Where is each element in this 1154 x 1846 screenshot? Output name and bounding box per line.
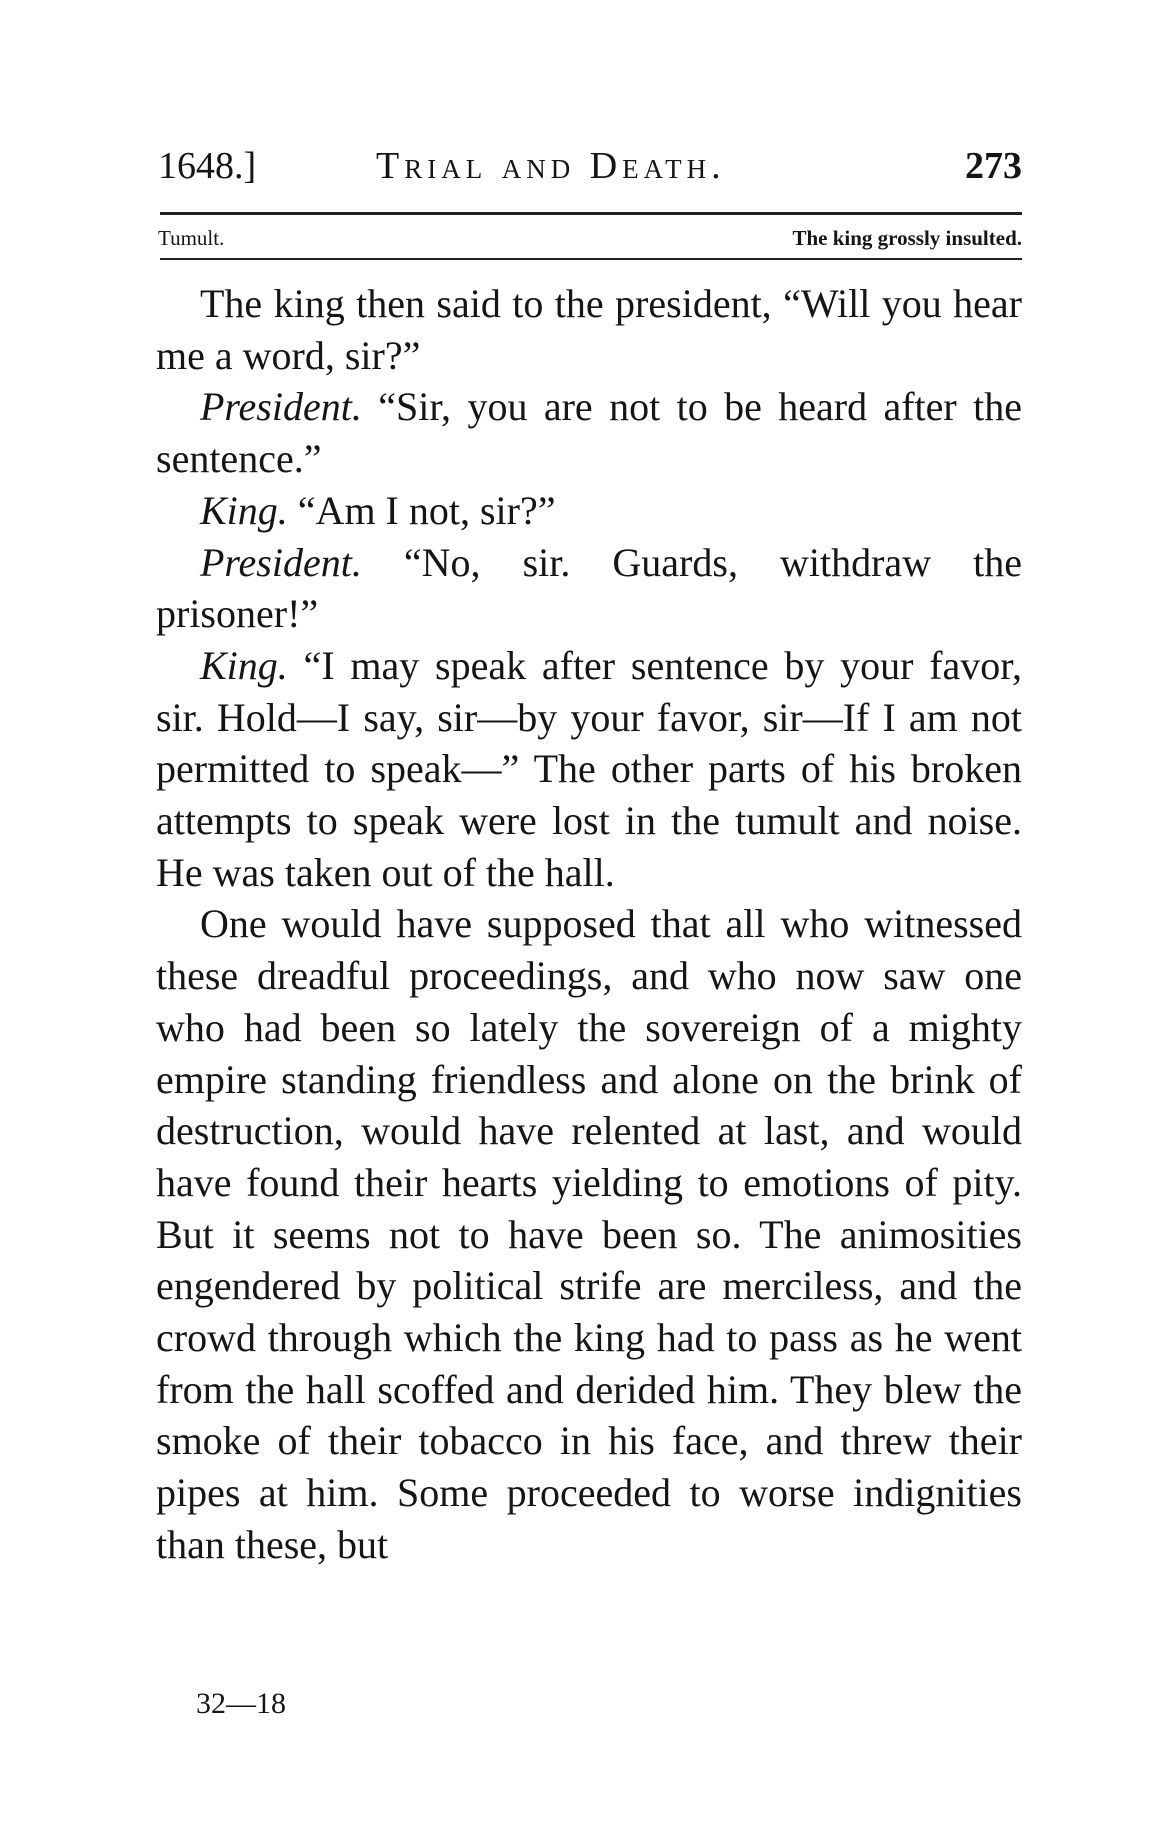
- paragraph-text: “Sir, you are not to be heard after the sentence.”: [156, 384, 1022, 482]
- speaker-label: King.: [200, 487, 288, 533]
- signature-mark: 32—18: [196, 1687, 286, 1720]
- sidenote-left: Tumult.: [158, 226, 225, 250]
- paragraph-text: The king then said to the president, “Will you hear me a word, sir?”: [156, 281, 1022, 378]
- running-head: [158, 138, 1022, 194]
- header-rule: [160, 212, 1022, 215]
- sidenotes: [158, 220, 1022, 256]
- speaker-label: King.: [200, 642, 288, 688]
- sidenote-rule: [160, 258, 1022, 260]
- paragraph-text: One would have supposed that all who witnessed these dreadful proceedings, and who now saw one who had been so lately the sovereign of a mighty empire standing friendless and alone on the brink of destruction, would have relented at last, and would have found their hearts yielding to emotions of pity. But it seems not to have been so. The animosities engendered by political strife are merciless, and the crowd through which the king had to pass as he went from the hall scoffed and derided him. They blew the smoke of their tobacco in his face, and threw their pipes at him. Some proceeded to worse indignities than these, but: [156, 901, 1022, 1567]
- paragraph: [156, 485, 1022, 537]
- paragraph-text: “Am I not, sir?”: [287, 487, 556, 533]
- header-year: 1648.]: [158, 145, 257, 187]
- paragraph: [156, 381, 1022, 484]
- paragraph: [156, 537, 1022, 640]
- paragraph: [156, 640, 1022, 899]
- speaker-label: President.: [200, 384, 362, 430]
- paragraph-text: “No, sir. Guards, withdraw the prisoner!”: [156, 539, 1022, 637]
- paragraph-text: “I may speak after sentence by your favor, sir. Hold—I say, sir—by your favor, sir—If I am not permitted to speak—” The other parts of his broken attempts to speak were lost in the tumult and noise. He was taken out of the hall.: [156, 642, 1022, 895]
- paragraph: [156, 898, 1022, 1570]
- page-number: 273: [965, 145, 1022, 187]
- paragraph: [156, 278, 1022, 381]
- speaker-label: President.: [200, 539, 362, 585]
- sidenote-right: The king grossly insulted.: [792, 226, 1022, 250]
- body-text: [156, 278, 1022, 1571]
- header-title: Trial and Death.: [376, 145, 726, 187]
